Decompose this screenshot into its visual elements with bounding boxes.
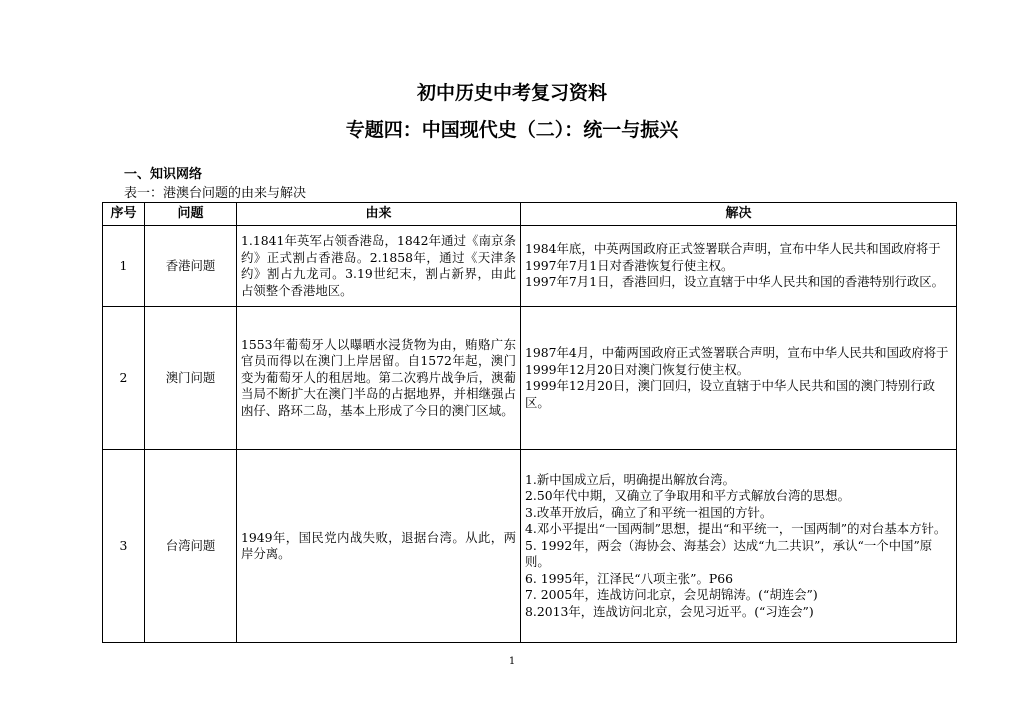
document-subtitle: 专题四：中国现代史（二）：统一与振兴 [345, 119, 679, 141]
table-header-row [103, 203, 957, 226]
row-number: 2 [103, 307, 145, 450]
resolution-line: 1.新中国成立后，明确提出解放台湾。 [525, 471, 736, 487]
row-origin: 1949年，国民党内战失败，退据台湾。从此，两岸分离。 [237, 450, 521, 643]
row-resolution [521, 226, 957, 307]
row-resolution [521, 307, 957, 450]
row-origin: 1.1841年英军占领香港岛，1842年通过《南京条约》正式割占香港岛。2.1858年，通过《天津条约》割占九龙司。3.19世纪末，割占新界，由此占领整个香港地区。 [237, 226, 521, 307]
header-issue: 问题 [145, 203, 237, 226]
resolution-line: 1999年12月20日，澳门回归，设立直辖于中华人民共和国的澳门特别行政区。 [525, 378, 936, 410]
resolution-line: 6. 1995年，江泽民“八项主张”。P66 [525, 570, 733, 586]
header-origin: 由来 [237, 203, 521, 226]
row-origin: 1553年葡萄牙人以曝晒水浸货物为由，贿赂广东官员而得以在澳门上岸居留。自1572年起，澳门变为葡萄牙人的租居地。第二次鸦片战争后，澳葡当局不断扩大在澳门半岛的占据地界，并相继强占凼仔、路环二岛，基本上形成了今日的澳门区域。 [237, 307, 521, 450]
table-row-hongkong [103, 226, 957, 307]
row-number: 1 [103, 226, 145, 307]
history-table [102, 202, 957, 643]
section-heading: 一、知识网络 [124, 167, 203, 182]
resolution-line: 8.2013年，连战访问北京，会见习近平。(“习连会”) [525, 603, 814, 619]
row-issue: 澳门问题 [145, 307, 237, 450]
resolution-line: 2.50年代中期，又确立了争取用和平方式解放台湾的思想。 [525, 488, 850, 504]
page-number: 1 [508, 656, 516, 667]
table-row-macau [103, 307, 957, 450]
resolution-line: 3.改革开放后，确立了和平统一祖国的方针。 [525, 504, 773, 520]
resolution-line: 5. 1992年，两会（海协会、海基会）达成“九二共识”，承认“一个中国”原则。 [525, 537, 933, 570]
row-issue: 台湾问题 [145, 450, 237, 643]
row-issue: 香港问题 [145, 226, 237, 307]
row-number: 3 [103, 450, 145, 643]
table-caption: 表一：港澳台问题的由来与解决 [124, 186, 307, 201]
resolution-line: 7. 2005年，连战访问北京，会见胡锦涛。(“胡连会”) [525, 587, 818, 603]
header-resolution: 解决 [521, 203, 957, 226]
resolution-line: 1984年底，中英两国政府正式签署联合声明，宣布中华人民共和国政府将于1997年7月1日对香港恢复行使主权。 [525, 241, 941, 273]
table-row-taiwan [103, 450, 957, 643]
document-title: 初中历史中考复习资料 [416, 82, 607, 104]
row-resolution [521, 450, 957, 643]
header-no: 序号 [103, 203, 145, 226]
resolution-line: 1987年4月，中葡两国政府正式签署联合声明，宣布中华人民共和国政府将于1999年12月20日对澳门恢复行使主权。 [525, 345, 949, 377]
resolution-line: 1997年7月1日，香港回归，设立直辖于中华人民共和国的香港特别行政区。 [525, 274, 945, 290]
resolution-line: 4.邓小平提出“一国两制”思想，提出“和平统一，一国两制”的对台基本方针。 [525, 521, 947, 537]
